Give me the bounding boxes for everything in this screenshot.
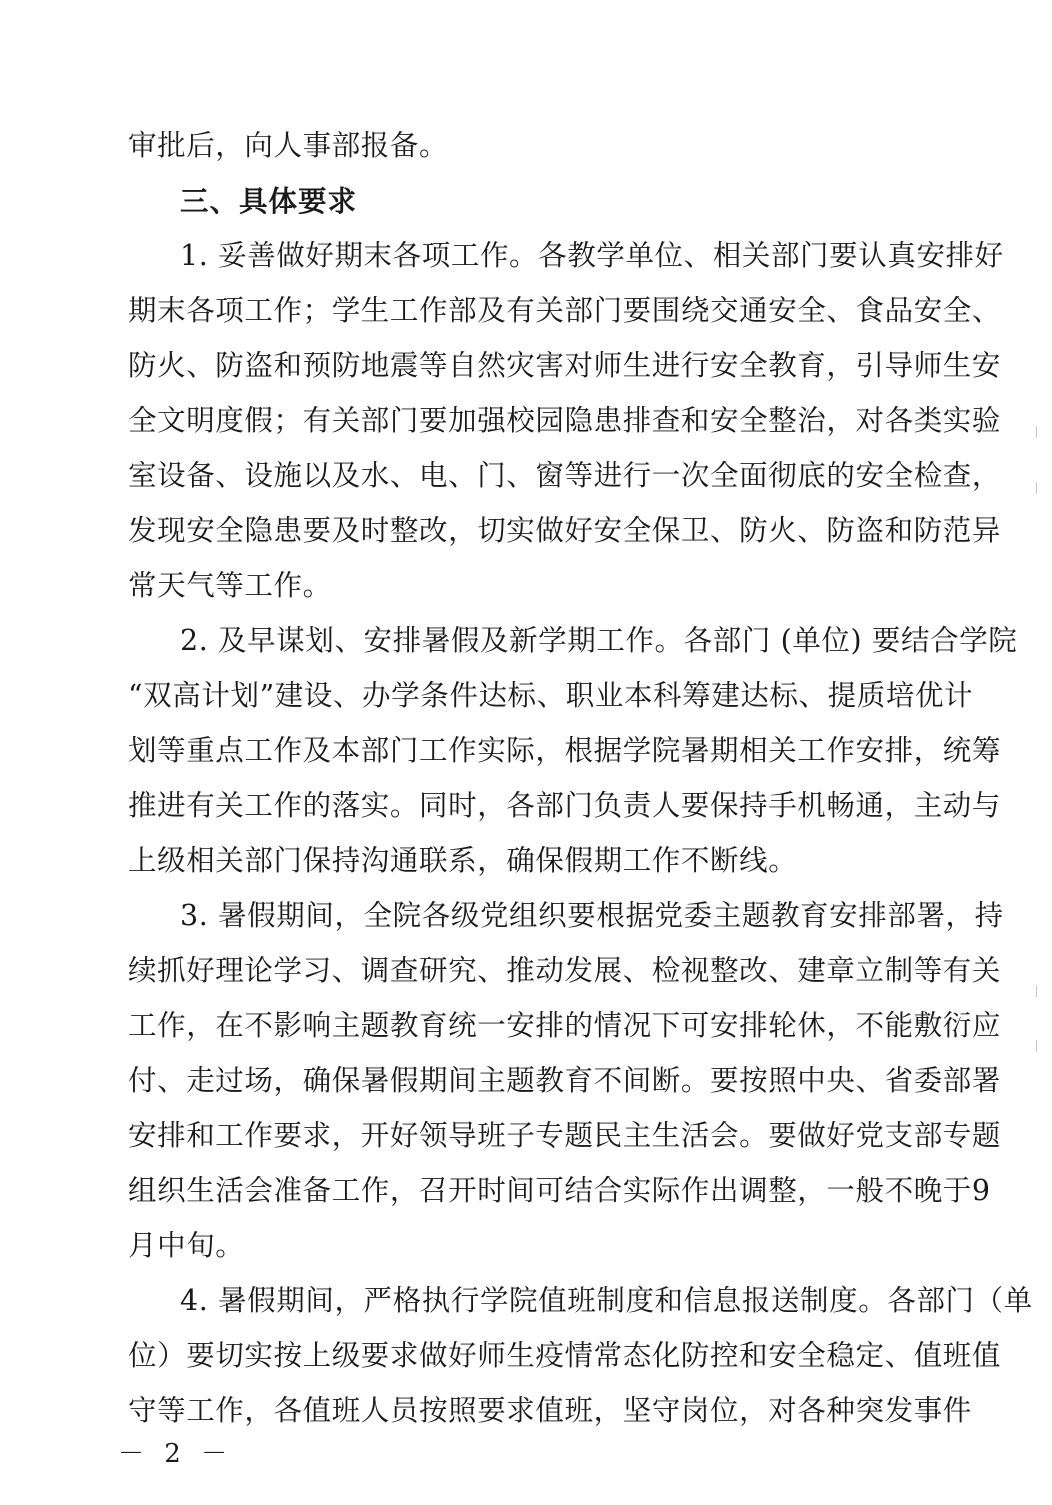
text-line: 上级相关部门保持沟通联系，确保假期工作不断线。 [128, 844, 798, 877]
text-line: 室设备、设施以及水、电、门、窗等进行一次全面彻底的安全检查， [128, 459, 1002, 492]
scan-margin-mark [1036, 1040, 1037, 1052]
text-line: 审批后，向人事部报备。 [128, 129, 449, 162]
text-line: 常天气等工作。 [128, 569, 332, 602]
section-heading: 三、具体要求 [180, 184, 358, 218]
text-line: 发现安全隐患要及时整改，切实做好安全保卫、防火、防盗和防范异 [128, 514, 1002, 547]
text-line: 工作，在不影响主题教育统一安排的情况下可安排轮休，不能敷衍应 [128, 1009, 1002, 1042]
text-line: 安排和工作要求，开好领导班子专题民主生活会。要做好党支部专题 [128, 1119, 1002, 1152]
text-line: 2. 及早谋划、安排暑假及新学期工作。各部门 (单位) 要结合学院 [180, 624, 1018, 657]
scan-margin-mark [1036, 426, 1037, 438]
text-line: “双高计划”建设、办学条件达标、职业本科筹建达标、提质培优计 [128, 679, 974, 712]
text-line: 4. 暑假期间，严格执行学院值班制度和信息报送制度。各部门（单 [180, 1284, 1033, 1317]
scan-margin-mark [1036, 482, 1037, 494]
text-line: 1. 妥善做好期末各项工作。各教学单位、相关部门要认真安排好 [180, 239, 1004, 272]
text-line: 守等工作，各值班人员按照要求值班，坚守岗位，对各种突发事件 [128, 1394, 972, 1427]
text-line: 月中旬。 [128, 1229, 245, 1262]
text-line: 全文明度假；有关部门要加强校园隐患排查和安全整治，对各类实验 [128, 404, 1002, 437]
text-line: 付、走过场，确保暑假期间主题教育不间断。要按照中央、省委部署 [128, 1064, 1002, 1097]
text-line: 防火、防盗和预防地震等自然灾害对师生进行安全教育，引导师生安 [128, 349, 1002, 382]
text-line: 3. 暑假期间，全院各级党组织要根据党委主题教育安排部署，持 [180, 899, 1004, 932]
scan-margin-mark [1036, 985, 1037, 997]
text-line: 期末各项工作；学生工作部及有关部门要围绕交通安全、食品安全、 [128, 294, 1002, 327]
text-line: 位）要切实按上级要求做好师生疫情常态化防控和安全稳定、值班值 [128, 1339, 1002, 1372]
text-line: 推进有关工作的落实。同时，各部门负责人要保持手机畅通，主动与 [128, 789, 1002, 822]
text-line: 组织生活会准备工作，召开时间可结合实际作出调整，一般不晚于9 [128, 1174, 991, 1207]
text-line: 划等重点工作及本部门工作实际，根据学院暑期相关工作安排，统筹 [128, 734, 1002, 767]
page-number: － 2 － [118, 1439, 234, 1469]
text-line: 续抓好理论学习、调查研究、推动发展、检视整改、建章立制等有关 [128, 954, 1002, 987]
